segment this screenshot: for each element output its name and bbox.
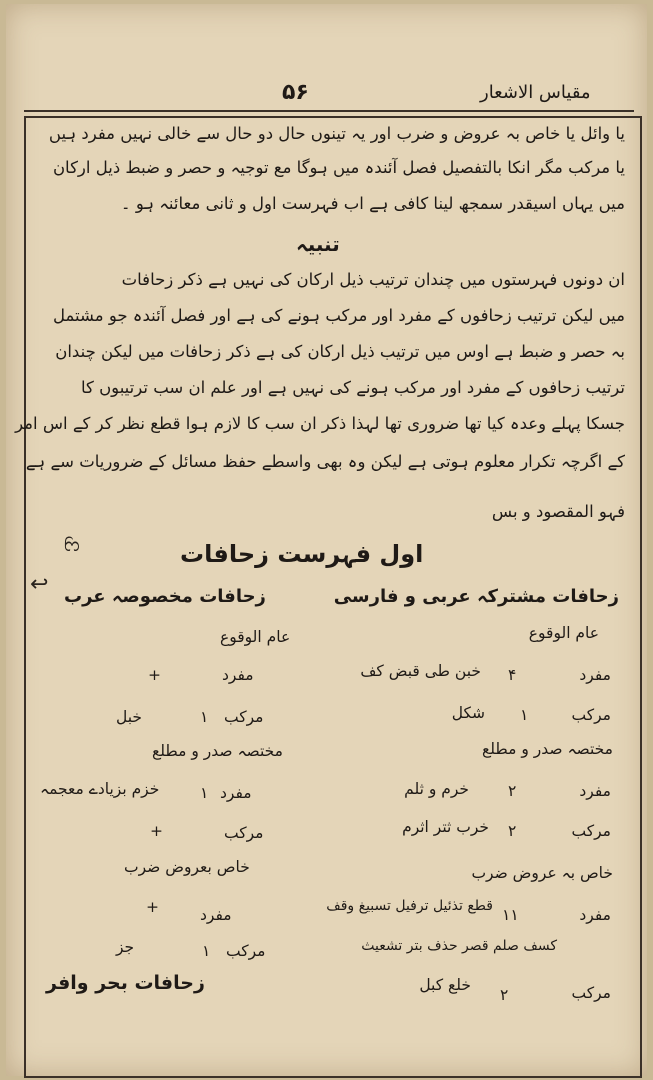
row-items-left: + <box>148 666 161 684</box>
row-items: خبن طی قبض کف <box>360 662 481 680</box>
row-items: خرم و ثلم <box>404 780 469 798</box>
row-items: خرب ثتر اثرم <box>402 818 489 836</box>
row-section-left: مختصہ صدر و مطلع <box>152 742 283 760</box>
row-label-left: مفرد <box>200 906 232 924</box>
row-label: مرکب <box>571 822 611 840</box>
note-line: جسکا پہلے وعدہ کیا تھا ضروری تھا لہذا ذکر ان سب کا لازم ہوا قطع نظر کر کے اس امر <box>15 414 625 433</box>
row-count-left: ۱ <box>200 708 209 726</box>
note-line: میں لیکن ترتیب زحافوں کے مفرد اور مرکب ہونے کی ہے اور فصل آئندہ جو مشتمل <box>53 306 625 325</box>
note-line: ان دونوں فہرستوں میں چندان ترتیب ذیل ارکان کی نہیں ہے ذکر زحافات <box>121 270 625 289</box>
row-count: ۲ <box>508 782 517 800</box>
note-line: بہ حصر و ضبط ہے اوس میں ترتیب ذیل ارکان کی ہے ذکر زحافات میں لیکن چندان <box>55 342 625 361</box>
row-items-left: + <box>146 898 159 916</box>
row-items-left: خبل <box>116 708 142 726</box>
right-subhead: عام الوقوع <box>528 624 599 642</box>
row-count-left: ۱ <box>200 784 209 802</box>
decorative-flourish-icon: ᦝ <box>64 532 80 556</box>
row-count: ۴ <box>508 666 517 684</box>
left-column-title: زحافات مخصوصہ عرب <box>64 586 266 607</box>
row-items: قطع تذئیل ترفیل تسبیغ وقف <box>326 898 493 914</box>
note-line: فہو المقصود و بس <box>491 502 625 521</box>
row-items: کسف صلم قصر حذف بتر تشعیث <box>361 938 557 954</box>
row-items: خلع کبل <box>419 976 471 994</box>
row-section-left: خاص بعروض ضرب <box>124 858 250 876</box>
row-label-left: مفرد <box>222 666 254 684</box>
intro-line: یا وائل یا خاص بہ عروض و ضرب اور یہ تینوں حال دو حال سے خالی نہیں مفرد ہیں <box>48 124 625 143</box>
row-label: مفرد <box>579 666 611 684</box>
row-section-left: زحافات بحر وافر <box>46 972 205 994</box>
row-count: ۲ <box>500 986 509 1004</box>
row-count: ۱ <box>520 706 529 724</box>
intro-line: یا مرکب مگر انکا بالتفصیل فصل آئندہ میں ہوگا مع توجیہ و حصر و ضبط ذیل ارکان <box>52 158 625 177</box>
note-line: کے اگرچہ تکرار معلوم ہوتی ہے لیکن وہ بھی واسطے حفظ مسائل کے ضروریات سے ہے <box>25 452 625 471</box>
header-rule <box>24 110 634 112</box>
row-section: مختصہ صدر و مطلع <box>482 740 613 758</box>
row-label-left: مرکب <box>224 824 264 842</box>
row-label: مرکب <box>571 706 611 724</box>
row-label: مفرد <box>579 906 611 924</box>
row-label-left: مفرد <box>220 784 252 802</box>
left-subhead: عام الوقوع <box>220 628 291 646</box>
row-label: مرکب <box>571 984 611 1002</box>
margin-arrow-icon: ↩ <box>30 572 49 597</box>
list-title: اول فہرست زحافات <box>180 540 424 568</box>
row-label-left: مرکب <box>224 708 264 726</box>
row-label: مفرد <box>579 782 611 800</box>
row-label-left: مرکب <box>226 942 266 960</box>
row-count: ۱۱ <box>502 906 519 924</box>
row-section: خاص بہ عروض ضرب <box>471 864 613 882</box>
row-count-left: ۱ <box>202 942 211 960</box>
row-items-left: جز <box>116 938 135 956</box>
running-title: مقیاس الاشعار <box>480 82 591 103</box>
row-count: ۲ <box>508 822 517 840</box>
right-column-title: زحافات مشترکہ عربی و فارسی <box>333 586 619 607</box>
row-items: شکل <box>451 704 485 722</box>
note-line: ترتیب زحافوں کے مفرد اور مرکب ہونے کی نہیں ہے اور علم ان سب ترتیبوں کا <box>80 378 625 397</box>
note-heading: تنبیہ <box>296 232 340 256</box>
intro-line: میں یہاں اسیقدر سمجھ لینا کافی ہے اب فہرست اول و ثانی معائنہ ہو ۔ <box>120 194 625 213</box>
page-number: ۵۶ <box>282 80 309 105</box>
row-items-left: + <box>150 822 163 840</box>
row-items-left: خزم بزیادے معجمہ <box>40 780 160 798</box>
